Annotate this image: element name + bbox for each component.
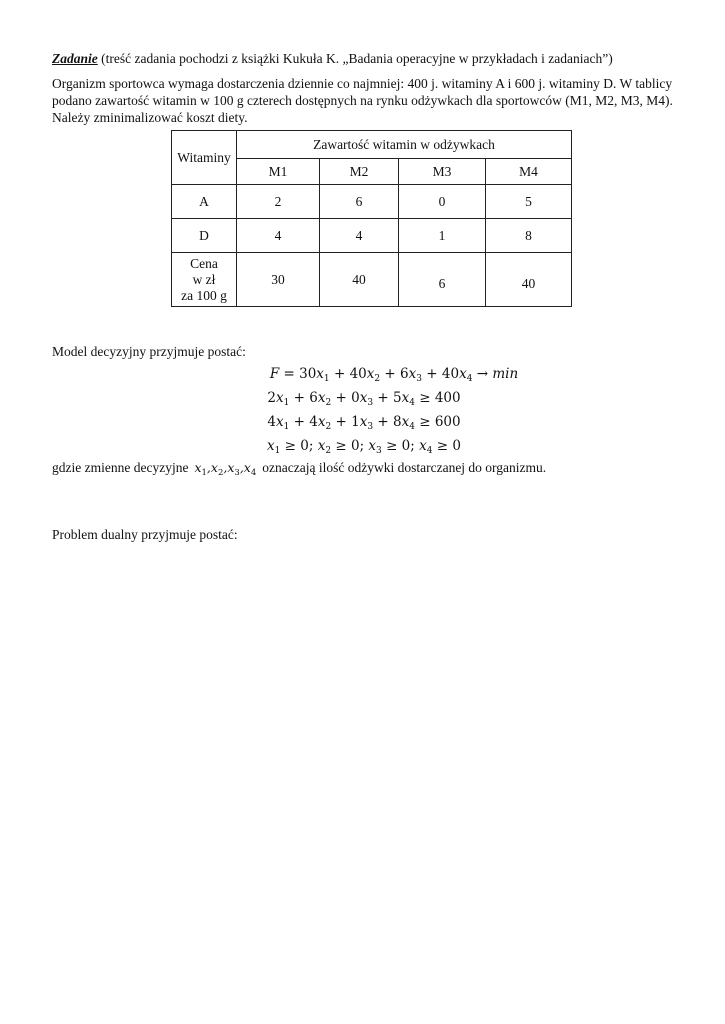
price-label-line: Cena	[190, 255, 218, 271]
rhs: 400	[434, 390, 461, 406]
variables-description-before: gdzie zmienne decyzyjne	[52, 460, 189, 475]
nonneg: ≥ 0	[436, 438, 461, 454]
table-cell: 0	[399, 185, 486, 219]
table-cell: 4	[237, 219, 320, 253]
table-cell: 40	[320, 253, 399, 307]
table-row-vitamin-d	[172, 219, 572, 253]
table-cell: 1	[399, 219, 486, 253]
column-header-m4: M4	[486, 159, 572, 185]
row-label: A	[172, 185, 237, 219]
price-label-line: za 100 g	[181, 287, 227, 303]
objective-function: $F = 30x_1 + 40x_2 + 6x_3 + 40x_4 \to \min$	[269, 366, 519, 384]
objective-target: min	[492, 366, 519, 382]
coefficient: 0	[351, 390, 360, 406]
constraint-d: $4x_1 + 4x_2 + 1x_3 + 8x_4 \ge 600$	[267, 414, 461, 432]
table-cell: 4	[320, 219, 399, 253]
table-cell: 6	[320, 185, 399, 219]
coefficient: 40	[349, 366, 367, 382]
coefficient: 40	[441, 366, 460, 382]
decision-variables: $x_1,x_2,x_3,x_4$	[194, 460, 257, 478]
coefficient: 4	[309, 414, 318, 430]
relation: ≥	[419, 390, 431, 406]
coefficient: 1	[351, 414, 360, 430]
table-cell: 6	[399, 253, 486, 307]
coefficient: 30	[299, 366, 317, 382]
dual-problem-label: Problem dualny przyjmuje postać:	[52, 527, 238, 542]
task-heading-lead: Zadanie	[52, 51, 98, 66]
column-header-m3: M3	[399, 159, 486, 185]
relation: ≥	[419, 414, 431, 430]
nonneg: ≥ 0	[386, 438, 411, 454]
row-label: D	[172, 219, 237, 253]
coefficient: 8	[392, 414, 402, 430]
rhs: 600	[434, 414, 461, 430]
table-row-vitamin-a	[172, 185, 572, 219]
table-row-price	[172, 253, 572, 307]
table-cell: 30	[237, 253, 320, 307]
nonneg: ≥ 0	[335, 438, 360, 454]
table-row-header: Witaminy	[172, 131, 237, 185]
task-description: Organizm sportowca wymaga dostarczenia dziennie co najmniej: 400 j. witaminy A i 600 j. witaminy D. W tablicy podano zawartość witamin w 100 g czterech dostępnych na rynku odżywkach dla sportowców (M1, M2, M3, M4). Należy zminimalizować koszt diety.	[52, 76, 673, 125]
coefficient: 4	[267, 414, 276, 430]
model-label: Model decyzyjny przyjmuje postać:	[52, 344, 246, 359]
coefficient: 6	[309, 390, 318, 406]
column-header-m1: M1	[237, 159, 320, 185]
table-cell: 5	[486, 185, 572, 219]
table-cell: 2	[237, 185, 320, 219]
variables-description	[52, 459, 676, 476]
task-heading	[52, 50, 676, 67]
price-label-line: w zł	[192, 271, 216, 287]
document-page	[52, 50, 676, 557]
variables-description-after: oznaczają ilość odżywki dostarczanej do organizmu.	[262, 460, 547, 475]
coefficient: 6	[400, 366, 409, 382]
vitamin-table	[171, 130, 572, 307]
table-group-header: Zawartość witamin w odżywkach	[237, 131, 572, 159]
nonnegativity-constraints: $x_1 \ge 0$; $x_2 \ge 0$; $x_3 \ge 0$; $x_4 \ge 0$	[267, 438, 461, 456]
task-heading-source: (treść zadania pochodzi z książki Kukuła K. „Badania operacyjne w przykładach i zadaniach”)	[97, 51, 613, 66]
table-cell: 40	[486, 253, 572, 307]
coefficient: 5	[392, 390, 402, 406]
coefficient: 2	[267, 390, 276, 406]
table-cell: 8	[486, 219, 572, 253]
objective-lhs: F	[269, 366, 280, 382]
column-header-m2: M2	[320, 159, 399, 185]
constraint-a: $2x_1 + 6x_2 + 0x_3 + 5x_4 \ge 400$	[267, 390, 461, 408]
nonneg: ≥ 0	[284, 438, 309, 454]
price-label	[172, 253, 237, 307]
